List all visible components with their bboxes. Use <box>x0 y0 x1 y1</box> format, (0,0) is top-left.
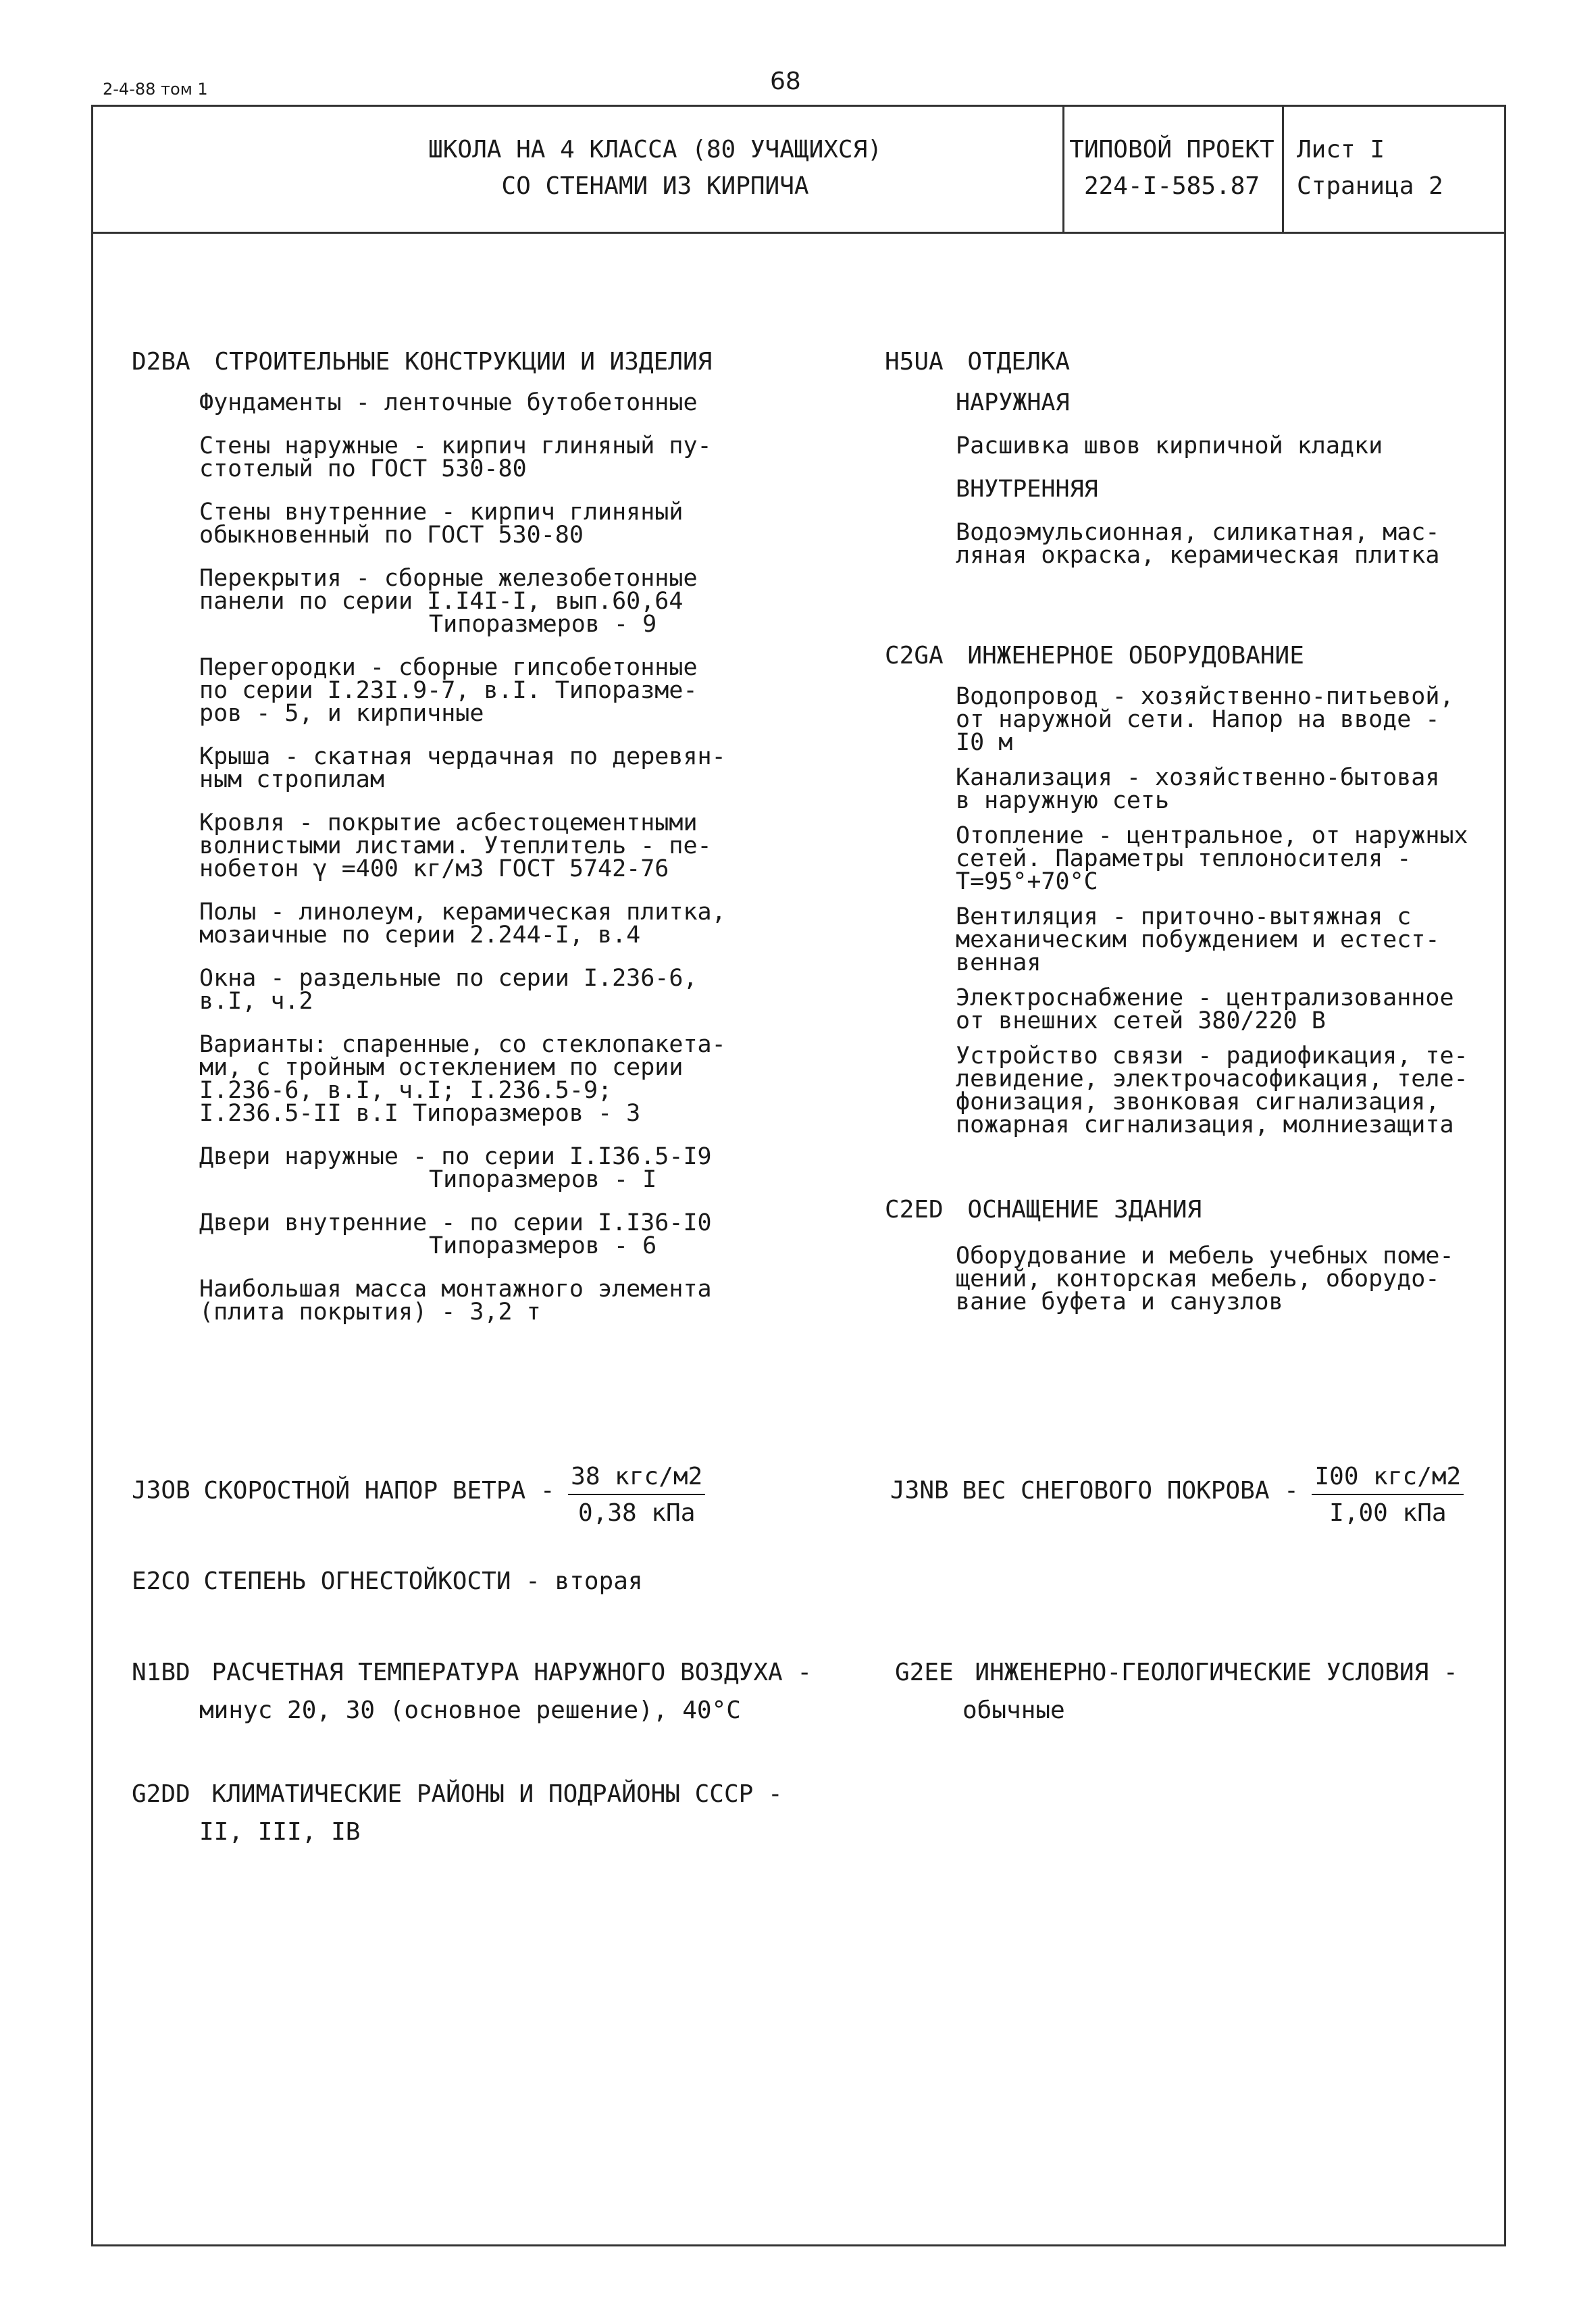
construction-heading <box>132 348 807 376</box>
document-reference: 2-4-88 том 1 <box>103 80 208 99</box>
section-code: J3OB <box>132 1476 190 1505</box>
wind-value-kpa: 0,38 кПа <box>578 1499 696 1527</box>
snow-label: ВЕС СНЕГОВОГО ПОКРОВА - <box>962 1476 1299 1505</box>
climate-title: КЛИМАТИЧЕСКИЕ РАЙОНЫ И ПОДРАЙОНЫ СССР - <box>211 1780 783 1808</box>
snow-section <box>890 1463 1498 1528</box>
title-line-2: СО СТЕНАМИ ИЗ КИРПИЧА <box>501 172 809 200</box>
title-line-1: ШКОЛА НА 4 КЛАССА (80 УЧАЩИХСЯ) <box>428 136 882 164</box>
section-title: ИНЖЕНЕРНОЕ ОБОРУДОВАНИЕ <box>967 642 1304 670</box>
header-divider <box>91 232 1506 234</box>
engineering-section <box>885 642 1493 1136</box>
section-code: D2BA <box>132 348 190 376</box>
construction-items <box>132 391 807 1324</box>
section-code: J3NB <box>890 1476 949 1505</box>
item-sewerage: Канализация - хозяйственно-бытовая в наружную сеть <box>956 764 1440 814</box>
item-interior-walls: Стены внутренние - кирпич глиняный обыкновенный по ГОСТ 530-80 <box>199 499 684 549</box>
document-title <box>284 132 1027 205</box>
item-communications: Устройство связи - радиофикация, те- левидение, электрочасофикация, теле- фонизация, звонковая сигнализация, пожарная сигнализация, молниезащита <box>956 1042 1468 1138</box>
finishing-exterior-heading: НАРУЖНАЯ <box>956 389 1070 416</box>
section-code: C2ED <box>885 1196 944 1224</box>
item-slabs: Перекрытия - сборные железобетонные панели по серии I.I4I-I, вып.60,64 <box>199 565 698 615</box>
item-roofing: Кровля - покрытие асбестоцементными волнистыми листами. Утеплитель - пе- нобетон γ =400 кг/м3 ГОСТ 5742-76 <box>199 809 712 882</box>
climate-heading <box>132 1780 875 1809</box>
item-ventilation: Вентиляция - приточно-вытяжная с механическим побуждением и естест- венная <box>956 903 1440 976</box>
engineering-heading <box>885 642 1493 670</box>
item-power-supply: Электроснабжение - централизованное от внешних сетей 380/220 В <box>956 984 1454 1034</box>
temperature-title: РАСЧЕТНАЯ ТЕМПЕРАТУРА НАРУЖНОГО ВОЗДУХА - <box>211 1659 813 1686</box>
section-code: G2DD <box>132 1780 190 1808</box>
project-cell <box>1064 132 1280 205</box>
temperature-section <box>132 1659 875 1725</box>
wind-section <box>132 1463 841 1528</box>
equipment-heading <box>885 1196 1493 1224</box>
item-exterior-walls: Стены наружные - кирпич глиняный пу- стотелый по ГОСТ 530-80 <box>199 432 712 482</box>
sheet-cell <box>1297 132 1499 205</box>
item-heating: Отопление - центральное, от наружных сетей. Параметры теплоносителя - Т=95°+70°С <box>956 822 1468 895</box>
temperature-heading <box>132 1659 875 1687</box>
item-slabs-sizes: Типоразмеров - 9 <box>429 611 657 638</box>
item-foundations: Фундаменты - ленточные бутобетонные <box>199 389 698 416</box>
item-floors: Полы - линолеум, керамическая плитка, мозаичные по серии 2.244-I, в.4 <box>199 899 726 949</box>
engineering-items <box>885 685 1493 1136</box>
item-max-mass: Наибольшая масса монтажного элемента (плита покрытия) - 3,2 т <box>199 1276 712 1326</box>
section-code: C2GA <box>885 642 944 670</box>
snow-value-fraction <box>1312 1463 1464 1528</box>
fire-section <box>132 1567 841 1596</box>
finishing-section <box>885 348 1493 587</box>
item-water-supply: Водопровод - хозяйственно-питьевой, от наружной сети. Напор на вводе - I0 м <box>956 683 1454 756</box>
finishing-interior-text: Водоэмульсионная, силикатная, мас- ляная окраска, керамическая плитка <box>956 519 1440 569</box>
item-roof: Крыша - скатная чердачная по деревян- ным стропилам <box>199 743 726 793</box>
wind-label: СКОРОСТНОЙ НАПОР ВЕТРА - <box>203 1476 555 1505</box>
section-code: G2EE <box>895 1659 954 1686</box>
item-windows: Окна - раздельные по серии I.236-6, в.I, ч.2 <box>199 965 698 1015</box>
project-number: 224-I-585.87 <box>1083 172 1260 200</box>
item-doors-interior-sizes: Типоразмеров - 6 <box>429 1232 657 1259</box>
temperature-value: минус 20, 30 (основное решение), 40°С <box>199 1696 741 1724</box>
header-divider-vertical-2 <box>1282 105 1284 233</box>
snow-value-kpa: I,00 кПа <box>1329 1499 1447 1527</box>
geology-section <box>895 1659 1503 1725</box>
section-code: E2CO <box>132 1567 190 1595</box>
item-doors-exterior: Двери наружные - по серии I.I36.5-I9 <box>199 1143 712 1170</box>
construction-section <box>132 348 807 1344</box>
section-title: ОТДЕЛКА <box>967 348 1071 376</box>
climate-section <box>132 1780 875 1846</box>
finishing-interior-heading: ВНУТРЕННЯЯ <box>956 476 1098 503</box>
wind-value-fraction <box>568 1463 705 1528</box>
section-code: N1BD <box>132 1659 190 1686</box>
climate-value: II, III, IВ <box>199 1818 361 1846</box>
fire-resistance-text: СТЕПЕНЬ ОГНЕСТОЙКОСТИ - вторая <box>203 1567 643 1595</box>
snow-value-kgs: I00 кгс/м2 <box>1312 1463 1464 1495</box>
item-variants: Варианты: спаренные, со стеклопакета- ми, с тройным остеклением по серии I.236-6, в.I, ч.I; I.236.5-9; I.236.5-II в.I Типоразмеров - 3 <box>199 1031 726 1127</box>
item-doors-exterior-sizes: Типоразмеров - I <box>429 1166 657 1193</box>
section-code: H5UA <box>885 348 944 376</box>
geology-heading <box>895 1659 1503 1687</box>
finishing-items <box>885 391 1493 567</box>
item-partitions: Перегородки - сборные гипсобетонные по серии I.23I.9-7, в.I. Типоразме- ров - 5, и кирпичные <box>199 654 698 727</box>
page-number: 68 <box>770 68 801 95</box>
finishing-heading <box>885 348 1493 376</box>
geology-title: ИНЖЕНЕРНО-ГЕОЛОГИЧЕСКИЕ УСЛОВИЯ - <box>975 1659 1458 1686</box>
section-title: СТРОИТЕЛЬНЫЕ КОНСТРУКЦИИ И ИЗДЕЛИЯ <box>214 348 713 376</box>
finishing-exterior-text: Расшивка швов кирпичной кладки <box>956 432 1383 459</box>
geology-value: обычные <box>962 1696 1065 1724</box>
item-doors-interior: Двери внутренние - по серии I.I36-I0 <box>199 1209 712 1236</box>
equipment-text: Оборудование и мебель учебных поме- щений, конторская мебель, оборудо- вание буфета и санузлов <box>956 1242 1454 1315</box>
equipment-items <box>885 1244 1493 1313</box>
section-title: ОСНАЩЕНИЕ ЗДАНИЯ <box>967 1196 1202 1224</box>
project-label: ТИПОВОЙ ПРОЕКТ <box>1069 136 1275 164</box>
wind-value-kgs: 38 кгс/м2 <box>568 1463 705 1495</box>
page-label: Страница 2 <box>1297 172 1443 200</box>
sheet-label: Лист I <box>1297 136 1385 164</box>
equipment-section <box>885 1196 1493 1313</box>
